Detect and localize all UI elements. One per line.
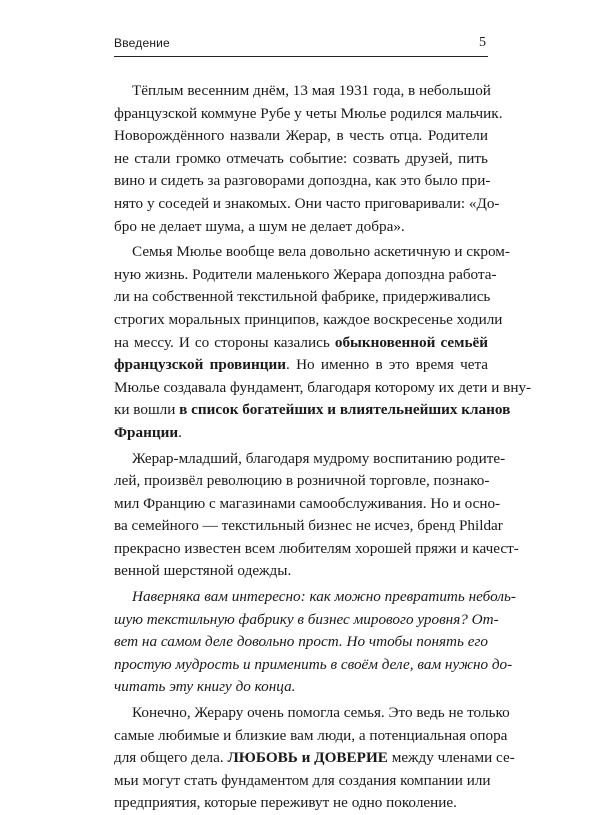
body-text — [114, 80, 532, 815]
text-run: . — [178, 423, 182, 441]
text-run: Наверняка вам интересно: как можно превратить неболь- — [132, 588, 516, 606]
text-run: французской коммуне Рубе у четы Мюлье родился мальчик. — [114, 104, 503, 122]
text-line — [114, 586, 516, 609]
text-run: бро не делает шума, а шум не делает добра». — [114, 217, 405, 235]
text-run: Мюлье создавала фундамент, благодаря которому их дети и вну- — [114, 378, 532, 396]
text-line — [114, 125, 488, 148]
text-line — [114, 80, 491, 103]
paragraph — [114, 80, 503, 238]
section-title: Введение — [114, 36, 170, 50]
paragraph — [114, 702, 515, 815]
page-number: 5 — [479, 35, 486, 50]
text-line — [114, 399, 511, 422]
text-line — [114, 241, 510, 264]
text-line — [114, 654, 513, 677]
text-line — [114, 193, 500, 216]
text-run: лей, произвёл революцию в розничной торговле, познако- — [114, 472, 490, 490]
text-line — [114, 309, 503, 332]
text-line — [114, 631, 488, 654]
text-run: мьи могут стать фундаментом для создания компании или — [114, 771, 491, 789]
text-run: ки вошли — [114, 401, 180, 419]
text-line — [114, 770, 491, 793]
text-run: Тёплым весенним днём, 13 мая 1931 года, в небольшой — [132, 82, 491, 99]
text-line — [114, 676, 488, 699]
text-run: венной шерстяной одежды. — [114, 562, 292, 580]
text-run: строгих моральных принципов, каждое воскресенье ходили — [114, 310, 503, 328]
text-run: Новорождённого назвали Жерар, в честь отца. Родители — [114, 127, 488, 145]
text-line — [114, 538, 519, 561]
text-run: ва семейного — текстильный бизнес не исчез, бренд Phildar — [114, 517, 503, 535]
text-line — [114, 103, 503, 126]
text-run: ную жизнь. Родители маленького Жерара допоздна работа- — [114, 265, 497, 283]
text-line — [114, 609, 499, 632]
bold-run: ЛЮБОВЬ и ДОВЕРИЕ — [227, 749, 388, 767]
text-line — [114, 216, 488, 239]
text-run: простую мудрость и применить в своём деле, вам нужно до- — [114, 655, 513, 673]
text-run: между членами се- — [387, 749, 515, 767]
running-header — [114, 34, 488, 57]
text-line — [114, 377, 532, 400]
text-run: на мессу. И со стороны казались — [114, 333, 335, 351]
text-line — [114, 725, 508, 748]
text-run: предприятия, которые переживут не одно поколение. — [114, 794, 457, 812]
text-line — [114, 148, 488, 171]
bold-run: французской провинции — [114, 356, 287, 374]
paragraph — [114, 448, 519, 584]
text-line — [114, 264, 497, 287]
text-run: читать эту книгу до конца. — [114, 678, 296, 696]
text-run: не стали громко отмечать событие: созвать друзей, пить — [114, 149, 488, 167]
text-run: Семья Мюлье вообще вела довольно аскетичную и скром- — [132, 243, 510, 261]
paragraph — [114, 586, 516, 699]
text-run: для общего дела. — [114, 749, 228, 767]
text-line — [114, 170, 491, 193]
text-line — [114, 747, 515, 770]
text-run: самые любимые и близкие вам люди, а потенциальная опора — [114, 726, 508, 744]
text-line — [114, 792, 488, 815]
text-line — [114, 286, 491, 309]
text-line — [114, 448, 506, 471]
text-run: нято у соседей и знакомых. Они часто приговаривали: «До- — [114, 194, 500, 212]
text-line — [114, 702, 510, 725]
text-line — [114, 470, 488, 493]
text-run: Жерар-младший, благодаря мудрому воспитанию родите- — [132, 449, 506, 467]
text-line — [114, 560, 488, 583]
text-run: Конечно, Жерару очень помогла семья. Это ведь не только — [132, 704, 510, 722]
text-run: . Но именно в это время чета — [286, 356, 489, 374]
text-run: шую текстильную фабрику в бизнес мирового уровня? От- — [114, 610, 499, 628]
bold-run: в список богатейших и влиятельнейших кланов — [179, 401, 511, 419]
text-line — [114, 493, 501, 516]
text-line — [114, 422, 488, 445]
bold-run: обыкновенной семьёй — [334, 333, 488, 351]
text-line — [114, 515, 503, 538]
bold-run: Франции — [114, 423, 179, 441]
text-line — [114, 332, 488, 355]
text-line — [114, 354, 488, 377]
text-run: прекрасно известен всем любителям хорошей пряжи и качест- — [114, 539, 519, 557]
text-run: вет на самом деле довольно прост. Но чтобы понять его — [114, 633, 488, 651]
text-run: ли на собственной текстильной фабрике, придерживались — [114, 288, 491, 306]
text-run: вино и сидеть за разговорами допоздна, как это было при- — [114, 172, 491, 190]
paragraph — [114, 241, 532, 444]
text-run: мил Францию с магазинами самообслуживания. Но и осно- — [114, 494, 501, 512]
